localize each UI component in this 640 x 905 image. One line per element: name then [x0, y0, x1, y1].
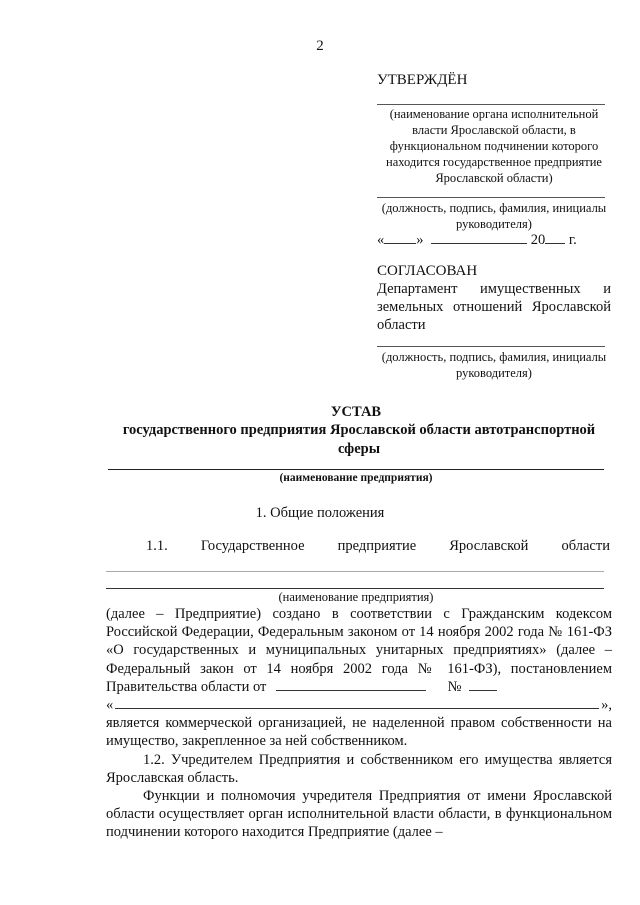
approved-org-line: [377, 104, 605, 105]
approved-sign-caption: (должность, подпись, фамилия, инициалы руководителя): [381, 201, 607, 231]
agreed-department: Департамент имущественных и земельных отношений Ярославской области: [377, 281, 611, 333]
enterprise-name-line: [108, 469, 604, 470]
resolution-number-sign: №: [447, 678, 462, 695]
date-month-blank: [431, 231, 527, 244]
clause-1-1-text: (далее – Предприятие) создано в соответствии с Гражданским кодексом Российской Федерации, Федеральным законом от 14 ноября 2002 года № 161-ФЗ «О государственных и муниципальных унитарных предприятиях» (далее – Федеральный закон от 14 ноября 2002 года № 161-ФЗ), постановлением Правительства области от: [106, 606, 612, 695]
agreed-sign-caption: (должность, подпись, фамилия, инициалы руководителя): [381, 350, 607, 380]
clause-1-1-caption: (наименование предприятия): [278, 590, 434, 604]
approved-date-line: [377, 231, 611, 249]
resolution-date-blank: [276, 678, 426, 691]
approved-sign-line: [377, 197, 605, 198]
clause-1-1-lead: [106, 538, 610, 555]
clause-1-1-blank-line-2: [106, 588, 604, 589]
charter-subtitle: государственного предприятия Ярославской области автотранспортной сферы: [122, 422, 596, 457]
clause-1-1-word: предприятие: [337, 538, 417, 554]
clause-1-1-word: 1.1.: [146, 538, 168, 554]
page-number: 2: [316, 38, 324, 54]
resolution-title-close: »,: [601, 697, 612, 714]
clause-1-1-word: Государственное: [200, 538, 305, 554]
date-quote-open: «: [377, 232, 385, 248]
clause-1-1-body: [106, 605, 612, 842]
date-quote-close: »: [416, 232, 424, 248]
agreed-sign-line: [377, 346, 605, 347]
charter-title: УСТАВ: [330, 404, 382, 420]
date-year: 20: [530, 232, 546, 248]
section-heading: 1. Общие положения: [255, 505, 385, 521]
date-year-blank: [545, 231, 565, 244]
clause-1-2: 1.2. Учредителем Предприятия и собственником его имущества является Ярославская область.: [106, 751, 612, 786]
clause-1-1-blank-line-1: [106, 571, 604, 572]
resolution-title-open: «: [106, 697, 114, 714]
clause-1-1-word: области: [561, 538, 610, 554]
date-suffix: г.: [568, 232, 577, 248]
resolution-title-blank: [115, 696, 599, 709]
clause-1-1-word: Ярославской: [449, 538, 529, 554]
approved-org-caption: (наименование органа исполнительной власти Ярославской области, в функциональном подчинении которого находится государственное предприятие Ярославской области): [386, 107, 602, 185]
agreed-header: СОГЛАСОВАН: [377, 263, 478, 279]
clause-1-3: Функции и полномочия учредителя Предприятия от имени Ярославской области осуществляет орган исполнительной власти области, в функциональном подчинении которого находится Предприятие (далее –: [106, 788, 612, 841]
date-day-blank: [384, 231, 416, 244]
enterprise-name-caption: (наименование предприятия): [279, 472, 433, 484]
clause-1-1-ending: является коммерческой организацией, не наделенной правом собственности на имущество, закрепленное за ней собственником.: [106, 715, 612, 750]
approved-header: УТВЕРЖДЁН: [377, 72, 468, 88]
resolution-number-blank: [469, 678, 497, 691]
